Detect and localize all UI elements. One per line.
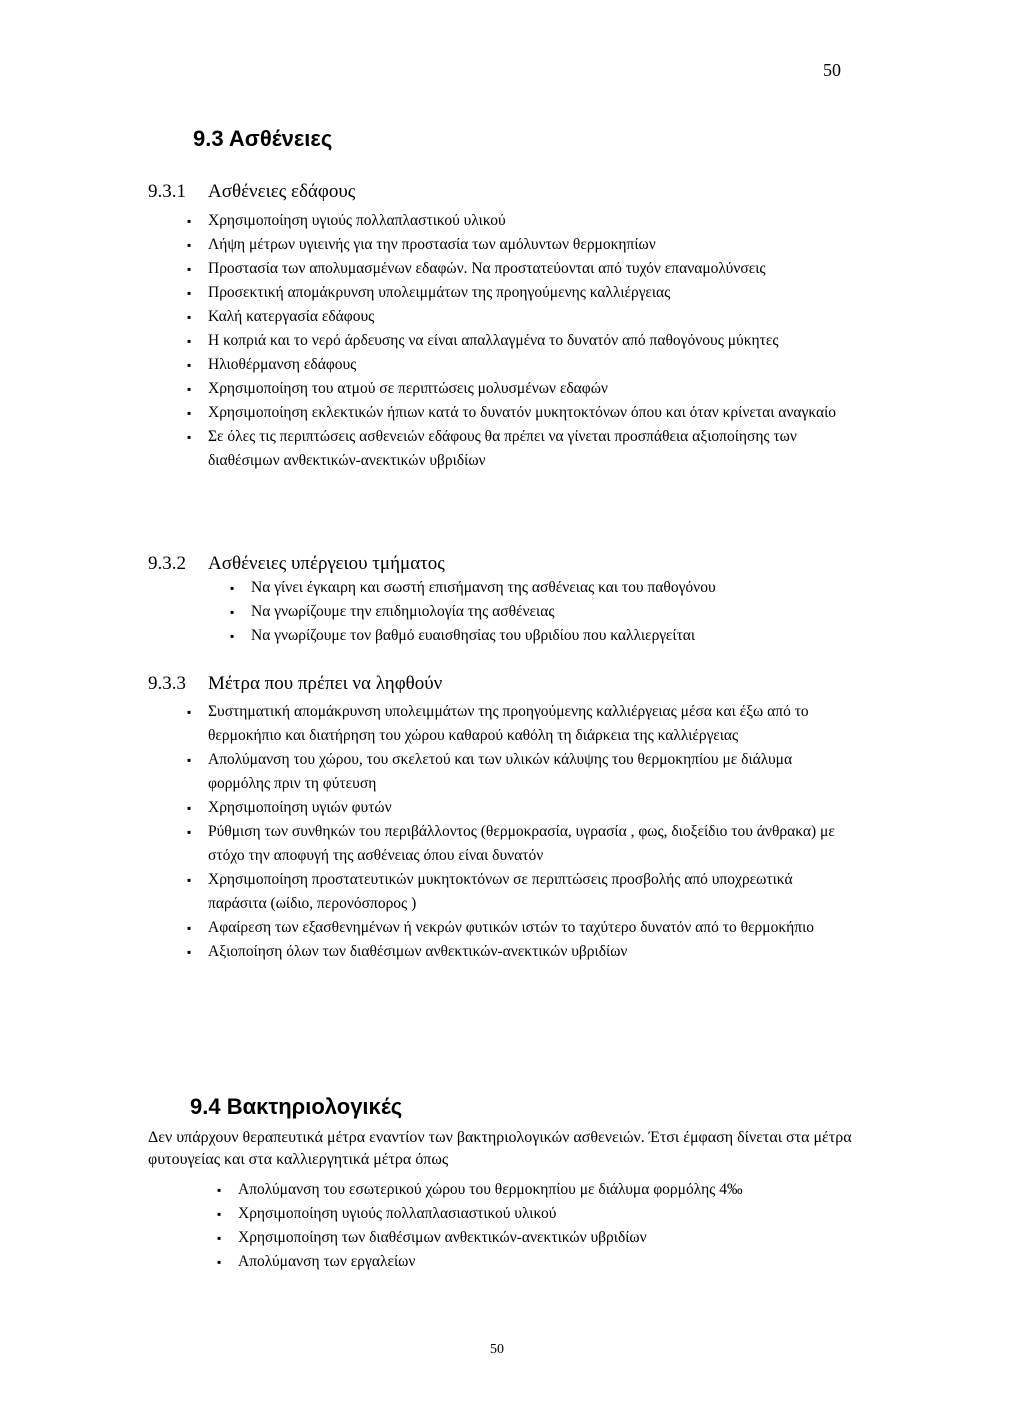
- list-item: ▪ Απολύμανση του εσωτερικού χώρου του θερμοκηπίου με διάλυμα φορμόλης 4‰: [214, 1178, 814, 1202]
- list-item: ▪ Να γνωρίζουμε την επιδημιολογία της ασθένειας: [227, 600, 867, 624]
- subsection-heading-9-3-2: [148, 553, 445, 575]
- list-item: ▪ Ρύθμιση των συνθηκών του περιβάλλοντος (θερμοκρασία, υγρασία , φως, διοξείδιο του άνθρακα) με στόχο την αποφυγή της ασθένειας όπου είναι δυνατόν: [184, 820, 850, 868]
- list-item: ▪ Απολύμανση των εργαλείων: [214, 1250, 814, 1274]
- subsection-number: 9.3.2: [148, 553, 186, 574]
- subsection-title: Ασθένειες υπέργειου τμήματος: [208, 553, 445, 574]
- section-title-9-3: 9.3 Ασθένειες: [193, 126, 333, 151]
- bacterial-measures-list: [214, 1178, 814, 1274]
- list-item: ▪ Χρησιμοποίηση υγιών φυτών: [184, 796, 850, 820]
- subsection-heading-9-3-1: [148, 181, 355, 203]
- list-item: ▪ Λήψη μέτρων υγιεινής για την προστασία των αμόλυντων θερμοκηπίων: [184, 233, 844, 257]
- page-number: 50: [823, 60, 841, 80]
- list-item: ▪ Χρησιμοποίηση του ατμού σε περιπτώσεις μολυσμένων εδαφών: [184, 377, 844, 401]
- list-item: ▪ Χρησιμοποίηση των διαθέσιμων ανθεκτικών-ανεκτικών υβριδίων: [214, 1226, 814, 1250]
- list-item: ▪ Συστηματική απομάκρυνση υπολειμμάτων της προηγούμενης καλλιέργειας μέσα και έξω από το θερμοκήπιο και διατήρηση του χώρου καθαρού καθόλη τη διάρκεια της καλλιέργειας: [184, 700, 850, 748]
- list-item: ▪ Χρησιμοποίηση υγιούς πολλαπλασιαστικού υλικού: [214, 1202, 814, 1226]
- footer-page-number: 50: [490, 1342, 504, 1357]
- subsection-title: Μέτρα που πρέπει να ληφθούν: [208, 673, 443, 694]
- list-item: ▪ Αφαίρεση των εξασθενημένων ή νεκρών φυτικών ιστών το ταχύτερο δυνατόν από το θερμοκήπιο: [184, 916, 850, 940]
- subsection-number: 9.3.1: [148, 181, 186, 202]
- subsection-title: Ασθένειες εδάφους: [208, 181, 356, 202]
- list-item: ▪ Απολύμανση του χώρου, του σκελετού και των υλικών κάλυψης του θερμοκηπίου με διάλυμα φορμόλης πριν τη φύτευση: [184, 748, 850, 796]
- list-item: ▪ Χρησιμοποίηση εκλεκτικών ήπιων κατά το δυνατόν μυκητοκτόνων όπου και όταν κρίνεται αναγκαίο: [184, 401, 844, 425]
- bacterial-intro: Δεν υπάρχουν θεραπευτικά μέτρα εναντίον των βακτηριολογικών ασθενειών. Έτσι έμφαση δίνεται στα μέτρα φυτουγείας και στα καλλιεργητικά μέτρα όπως: [148, 1129, 852, 1168]
- list-item: ▪ Καλή κατεργασία εδάφους: [184, 305, 844, 329]
- list-item: ▪ Προσεκτική απομάκρυνση υπολειμμάτων της προηγούμενης καλλιέργειας: [184, 281, 844, 305]
- soil-diseases-list: [184, 209, 844, 473]
- subsection-heading-9-3-3: [148, 673, 442, 695]
- list-item: ▪ Ηλιοθέρμανση εδάφους: [184, 353, 844, 377]
- list-item: ▪ Η κοπριά και το νερό άρδευσης να είναι απαλλαγμένα το δυνατόν από παθογόνους μύκητες: [184, 329, 844, 353]
- list-item: ▪ Χρησιμοποίηση υγιούς πολλαπλαστικού υλικού: [184, 209, 844, 233]
- list-item: ▪ Χρησιμοποίηση προστατευτικών μυκητοκτόνων σε περιπτώσεις προσβολής από υποχρεωτικά παράσιτα (ωίδιο, περονόσπορος ): [184, 868, 850, 916]
- list-item: ▪ Προστασία των απολυμασμένων εδαφών. Να προστατεύονται από τυχόν επαναμολύνσεις: [184, 257, 844, 281]
- section-title-9-4: 9.4 Βακτηριολογικές: [190, 1094, 403, 1119]
- measures-list: [184, 700, 850, 964]
- list-item: ▪ Αξιοποίηση όλων των διαθέσιμων ανθεκτικών-ανεκτικών υβριδίων: [184, 940, 850, 964]
- list-item: ▪ Σε όλες τις περιπτώσεις ασθενειών εδάφους θα πρέπει να γίνεται προσπάθεια αξιοποίησης των διαθέσιμων ανθεκτικών-ανεκτικών υβριδίων: [184, 425, 844, 473]
- list-item: ▪ Να γνωρίζουμε τον βαθμό ευαισθησίας του υβριδίου που καλλιεργείται: [227, 624, 867, 648]
- subsection-number: 9.3.3: [148, 673, 186, 694]
- aerial-diseases-list: [227, 576, 867, 648]
- list-item: ▪ Να γίνει έγκαιρη και σωστή επισήμανση της ασθένειας και του παθογόνου: [227, 576, 867, 600]
